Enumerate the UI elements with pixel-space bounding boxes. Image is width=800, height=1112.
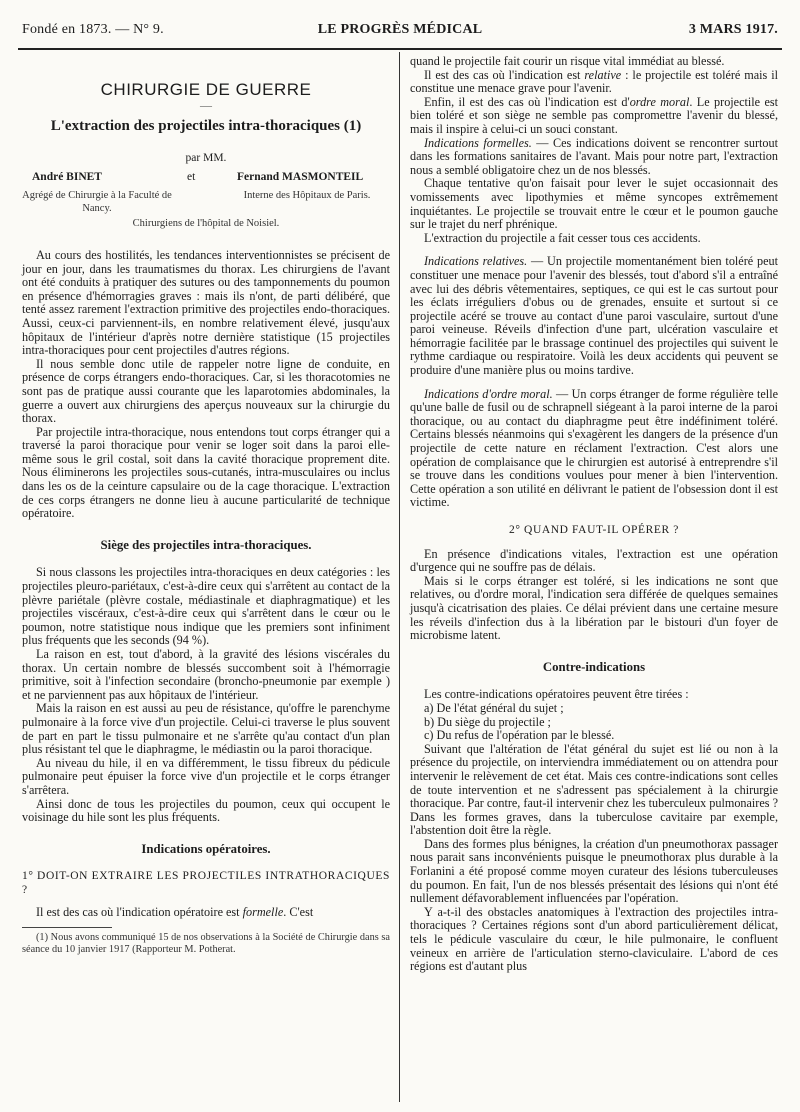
paragraph: Au cours des hostilités, les tendances interventionnistes se précisent de jour en jour, dans les traumatismes du thorax. Les chirurgiens de l'avant ont été conduits à pratiquer des sutures ou des tamponnements du poumon en présence d'hémorragies graves : mais ils n'ont, de parti délibéré, que tenté assez rarement l'extraction primitive des projectiles endo-thoraciques. Aussi, ceux-ci parviennent-ils, en nombre relativement élevé, jusqu'aux hôpitaux de l'intérieur d'après notre dernière statistique (15 projectiles intra-thoraciques pour cent projectiles d'autres régions. — [22, 247, 390, 358]
question-heading-1: 1° DOIT-ON EXTRAIRE LES PROJECTILES INTRATHORACIQUES ? — [22, 870, 390, 896]
paragraph: Indications formelles. — Ces indications doivent se rencontrer surtout dans les formations sanitaires de l'avant. Mais pour notre part, l'extraction nous a semblé obligatoire chez un de nos blessés. — [410, 135, 778, 177]
right-column — [410, 55, 778, 974]
section-heading-siege: Siège des projectiles intra-thoraciques. — [100, 537, 312, 552]
paragraph: Mais la raison en est aussi au peu de résistance, qu'offre le parenchyme pulmonaire à la force vive d'un projectile. Celui-ci traverse le plus souvent de part en part le tissu pulmonaire et ne s'arrête qu'au contact d'un plan plus résistant tel que le diaphragme, le médiastin ou la paroi thoracique. — [22, 701, 390, 757]
paragraph: Par projectile intra-thoracique, nous entendons tout corps étranger qui a traversé la paroi thoracique pour venir se loger soit dans la paroi elle-même sous le gril costal, soit dans la cavité thoracique proprement dite. Nous éliminerons les projectiles sous-cutanés, intra-musculaires ou inclus dans les os de la ceinture capsulaire ou de la cage thoracique. L'extraction de ces corps étrangers ne donne lieu à aucune particularité de technique opératoire. — [22, 424, 390, 521]
paragraph: Suivant que l'altération de l'état général du sujet est lié ou non à la présence du projectile, on interviendra immédiatement ou on attendra pour intervenir le relèvement de cet état. Mais ces contre-indications sont celles de toute intervention et ne s'adressent pas spécialement à la chirurgie thoracique. Par contre, faut-il intervenir chez les tuberculeux pulmonaires ? Dans les formes graves, dans la tuberculose cavitaire par exemple, l'abstention doit être la règle. — [410, 741, 778, 838]
paragraph: Au niveau du hile, il en va différemment, le tissu fibreux du pédicule pulmonaire peut épuiser la force vive d'un projectile et le corps étranger s'arrêtera. — [22, 755, 390, 797]
list-item: a) De l'état général du sujet ; — [424, 700, 564, 715]
rubric-title: CHIRURGIE DE GUERRE — [100, 80, 312, 99]
paragraph: Il est des cas où l'indication opératoire est formelle. C'est — [36, 904, 314, 919]
paragraph: Enfin, il est des cas où l'indication est d'ordre moral. Le projectile est bien toléré et son siège ne semble pas compromettre l'avenir du blessé, mais il inspire à celui-ci un souci constant. — [410, 94, 778, 136]
author-conjunction: et — [187, 171, 196, 184]
section-heading-contre-indications: Contre-indications — [542, 659, 646, 674]
affiliation-masmonteil: Interne des Hôpitaux de Paris. — [243, 190, 371, 202]
paragraph: Y a-t-il des obstacles anatomiques à l'extraction des projectiles intra-thoraciques ? Certaines régions sont d'un abord particulièrement délicat, tels le pédicule vasculaire du cœur, le hile pulmonaire, le confluent veineux en arrière de l'articulation sterno-claviculaire. L'abord de ces régions est d'autant plus — [410, 904, 778, 974]
paragraph: quand le projectile fait courir un risque vital immédiat au blessé. — [410, 54, 725, 68]
list-item: c) Du refus de l'opération par le blessé. — [424, 728, 615, 743]
author-masmonteil: Fernand MASMONTEIL — [237, 171, 364, 184]
byline-par: par MM. — [185, 151, 227, 164]
affiliation-shared: Chirurgiens de l'hôpital de Noisiel. — [132, 218, 280, 230]
header-rule — [18, 48, 782, 50]
paragraph: La raison en est, tout d'abord, à la gravité des lésions viscérales du thorax. Un certain nombre de blessés succombent soit à l'hémorragie primitive, soit à l'infection secondaire (broncho-pneumonie par exemple ) et ne parviennent pas aux hôpitaux de l'intérieur. — [22, 647, 390, 702]
footnote: (1) Nous avons communiqué 15 de nos observations à la Société de Chirurgie dans sa séance du 10 janvier 1917 (Rapporteur M. Potherat. — [22, 932, 390, 955]
author-binet: André BINET — [32, 171, 102, 184]
affiliations — [22, 189, 390, 217]
article-title: L'extraction des projectiles intra-thoraciques (1) — [50, 118, 362, 135]
paragraph: Ainsi donc de tous les projectiles du poumon, ceux qui occupent le voisinage du hile sont les plus fréquents. — [22, 796, 390, 825]
paragraph: Indications relatives. — Un projectile momentanément bien toléré peut constituer une menace pour l'avenir des blessés, tout d'abord s'il a entraîné avec lui des débris vêtementaires, septiques, ce qui est le cas surtout pour les éclats irréguliers d'obus ou de grenades, ensuite et surtout si ce projectile acéré se trouve au contact d'une paroi vasculaire, surtout d'une paroi veineuse. Réveils d'infection d'une part, ulcération vasculaire et hémorragie facilitée par le brassage continuel des projectiles qui suivent le rythme cardiaque ou respiratoire. Voilà les deux accidents qui peuvent se produire d'une manière plus ou moins tardive. — [410, 254, 778, 378]
list-item: b) Du siège du projectile ; — [424, 714, 551, 729]
paragraph: En présence d'indications vitales, l'extraction est une opération d'urgence qui ne souffre pas de délais. — [410, 546, 778, 575]
paragraph: Il est des cas où l'indication est relative : le projectile est toléré mais il constitue une menace grave pour l'avenir. — [410, 67, 778, 96]
header-founded: Fondé en 1873. — N° 9. — [22, 22, 164, 37]
paragraph: Mais si le corps étranger est toléré, si les indications ne sont que relatives, ou d'ordre moral, l'indication sera différée de quelques semaines jusqu'à cicatrisation des plaies. Ce délai prévient dans une certaine mesure les réveils d'infection dus à la libération par le bistouri d'un foyer de microbisme latent. — [410, 573, 778, 643]
paragraph: Dans des formes plus bénignes, la création d'un pneumothorax passager nous parait sans inconvénients puisque le pneumothorax plus durable à la Forlanini a été proposé comme moyen curateur des lésions tuberculeuses du poumon. En fait, l'un de nos blessés présentait des lésions qui n'ont été nullement défavorablement influencées par l'opération. — [410, 836, 778, 906]
paragraph: Si nous classons les projectiles intra-thoraciques en deux catégories : les projectiles pleuro-pariétaux, c'est-à-dire ceux qui s'arrêtent au contact de la plèvre pariétale (plèvre costale, médiastinale et diaphragmatique) et les projectiles viscéraux, c'est-à-dire ceux qui s'arrêtent dans le cœur ou le poumon, notre statistique nous indique que les premiers sont infiniment plus fréquents que les seconds (94 %). — [22, 565, 390, 648]
affiliation-binet: Agrégé de Chirurgie à la Faculté de Nancy. — [22, 190, 172, 215]
paragraph: Il nous semble donc utile de rappeler notre ligne de conduite, en présence de corps étrangers endo-thoraciques. Car, si les thoracotomies ne sont pas de pratique aussi courante que les laparotomies abdominales, la guerre a ouvert aux chirurgiens des aperçus nouveaux sur la chirurgie du thorax. — [22, 356, 390, 426]
paragraph: L'extraction du projectile a fait cesser tous ces accidents. — [424, 230, 701, 245]
running-header — [22, 22, 778, 46]
paragraph: Indications d'ordre moral. — Un corps étranger de forme régulière telle qu'une balle de fusil ou de schrapnell siégeant à la paroi interne de la paroi thoracique, ou au contact du diaphragme peut être indéfiniment toléré. Certains blessés néanmoins qui s'exagèrent les dangers de la présence d'un projectile de cette nature en réclament l'extraction. C'est alors une opération de complaisance que le chirurgien est autorisé à entreprendre s'il se trouve dans les conditions voulues pour mener à bien l'intervention. Cette opération a son utilité en délivrant le patient de l'obsession dont il est victime. — [410, 386, 778, 510]
title-separator: — — [200, 97, 212, 112]
paragraph: Les contre-indications opératoires peuvent être tirées : — [424, 687, 689, 702]
column-divider — [399, 52, 400, 1102]
paragraph: Chaque tentative qu'on faisait pour lever le sujet occasionnait des vomissements avec lipothymies et même syncopes extrêmement inquiétantes. Le projectile se trouvait entre le cœur et le poumon gauche sur le trajet du nerf phrénique. — [410, 176, 778, 232]
authors — [22, 171, 390, 189]
question-heading-2: 2° QUAND FAUT-IL OPÉRER ? — [509, 524, 679, 536]
footnote-rule — [22, 927, 112, 928]
left-column — [22, 55, 390, 955]
section-heading-indications: Indications opératoires. — [141, 841, 271, 856]
header-date: 3 MARS 1917. — [688, 22, 778, 37]
journal-name: LE PROGRÈS MÉDICAL — [317, 22, 483, 37]
